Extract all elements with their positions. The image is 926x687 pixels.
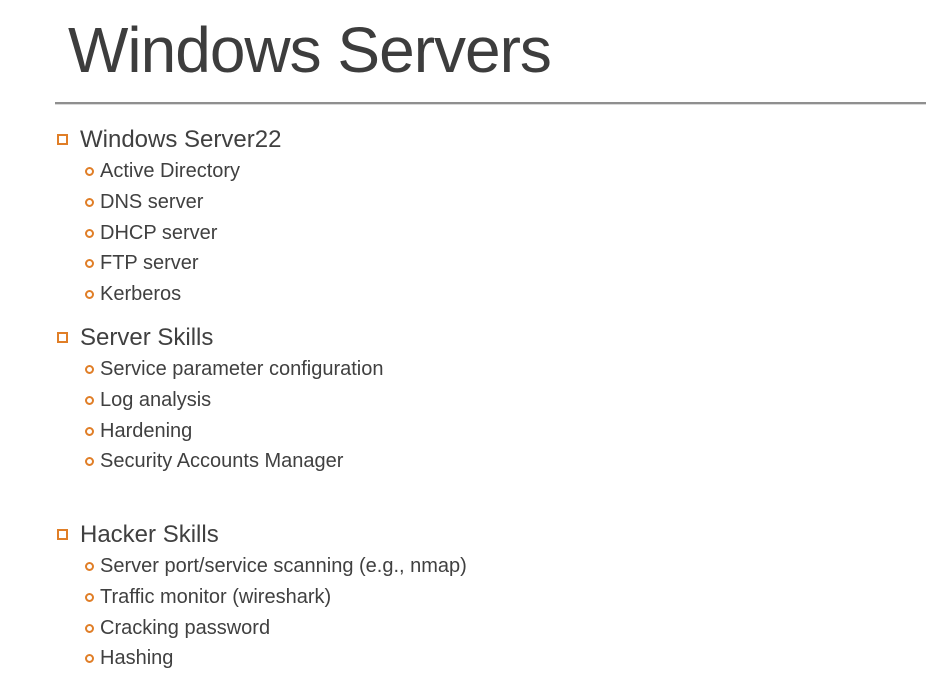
list-item-text: Service parameter configuration (100, 358, 384, 380)
list-item (55, 187, 910, 218)
circle-bullet-icon (85, 365, 94, 374)
list-item-text: Security Accounts Manager (100, 450, 344, 473)
list-item-text: Log analysis (100, 388, 212, 411)
circle-bullet-icon (85, 167, 94, 176)
circle-bullet-icon (85, 457, 94, 466)
circle-bullet-icon (85, 624, 94, 633)
section-header-text: Server Skills (80, 324, 214, 351)
circle-bullet-icon (85, 396, 94, 405)
circle-bullet-icon (85, 654, 94, 663)
circle-bullet-icon (85, 290, 94, 299)
section-header (55, 321, 910, 354)
square-bullet-icon (57, 529, 68, 540)
list-item (55, 156, 910, 187)
bullet-list (55, 551, 910, 674)
list-item-text: Hashing (100, 647, 174, 670)
circle-bullet-icon (85, 198, 94, 207)
section-server-skills (55, 321, 910, 477)
square-bullet-icon (57, 134, 68, 145)
section-header-text: Windows Server22 (80, 126, 282, 153)
section-header (55, 518, 910, 551)
list-item-text: DNS server (100, 190, 204, 213)
list-item-text: Server port/service scanning (e.g., nmap) (100, 555, 467, 577)
list-item-text: Active Directory (100, 160, 241, 182)
list-item (55, 551, 910, 582)
list-item (55, 218, 910, 249)
section-hacker-skills (55, 518, 910, 674)
list-item (55, 385, 910, 416)
circle-bullet-icon (85, 427, 94, 436)
circle-bullet-icon (85, 259, 94, 268)
list-item (55, 354, 910, 385)
bullet-list (55, 354, 910, 477)
section-header-text: Hacker Skills (80, 521, 219, 548)
list-item (55, 613, 910, 644)
list-item (55, 582, 910, 613)
list-item-text: Traffic monitor (wireshark) (100, 585, 332, 608)
list-item (55, 279, 910, 310)
list-item-text: Cracking password (100, 616, 271, 639)
circle-bullet-icon (85, 593, 94, 602)
slide-title: Windows Servers (68, 14, 551, 86)
title-divider (55, 102, 926, 105)
list-item (55, 416, 910, 447)
list-item (55, 643, 910, 674)
list-item-text: Hardening (100, 419, 193, 442)
list-item (55, 248, 910, 279)
circle-bullet-icon (85, 562, 94, 571)
section-header (55, 123, 910, 156)
list-item-text: FTP server (100, 252, 199, 275)
list-item-text: Kerberos (100, 283, 182, 306)
section-windows-server22 (55, 123, 910, 310)
list-item-text: DHCP server (100, 221, 218, 244)
bullet-list (55, 156, 910, 310)
circle-bullet-icon (85, 229, 94, 238)
list-item (55, 446, 910, 477)
square-bullet-icon (57, 332, 68, 343)
